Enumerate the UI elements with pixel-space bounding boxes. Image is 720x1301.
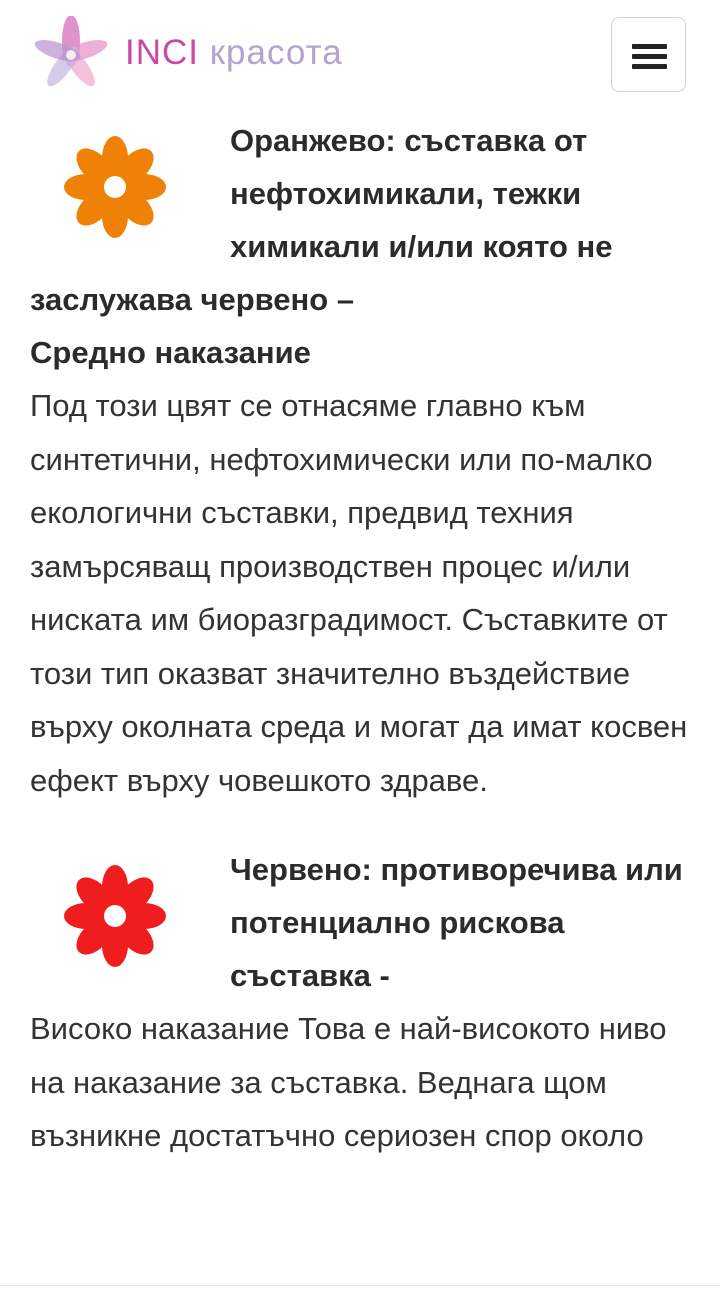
hamburger-icon — [632, 44, 667, 49]
red-rating-title: Червено: противоречива или потенциално рискова съставка - — [230, 852, 683, 993]
red-flower-icon — [60, 861, 170, 979]
orange-flower-icon — [60, 132, 170, 242]
orange-rating-section — [30, 114, 695, 807]
logo-flower-icon[interactable] — [30, 16, 112, 94]
hamburger-icon-bar — [632, 64, 667, 69]
orange-rating-title: Оранжево: съставка от нефтохимикали, тежки химикали и/или която не заслужава червено – — [30, 123, 613, 317]
red-rating-description: Високо наказание Това е най-високото ниво на наказание за съставка. Веднага щом възникне достатъчно сериозен спор около — [30, 1011, 667, 1153]
menu-toggle-button[interactable] — [611, 17, 686, 92]
site-header — [0, 0, 720, 108]
hamburger-icon-bar — [632, 54, 667, 59]
brand-part-krasota: красота — [209, 33, 343, 72]
bottom-bar — [0, 1286, 720, 1301]
orange-rating-description: Под този цвят се отнасяме главно към синтетични, нефтохимически или по-малко екологични съставки, предвид техния замърсяващ производствен процес и/или ниската им биоразградимост. Съставките от този тип оказват значително въздействие върху околната среда и могат да имат косвен ефект върху човешкото здраве. — [30, 388, 688, 798]
brand-name[interactable] — [125, 30, 343, 76]
orange-rating-penalty: Средно наказание — [30, 335, 311, 370]
red-rating-section — [30, 843, 695, 1163]
brand-part-inci: INCI — [125, 33, 199, 72]
article-content — [30, 114, 695, 1163]
